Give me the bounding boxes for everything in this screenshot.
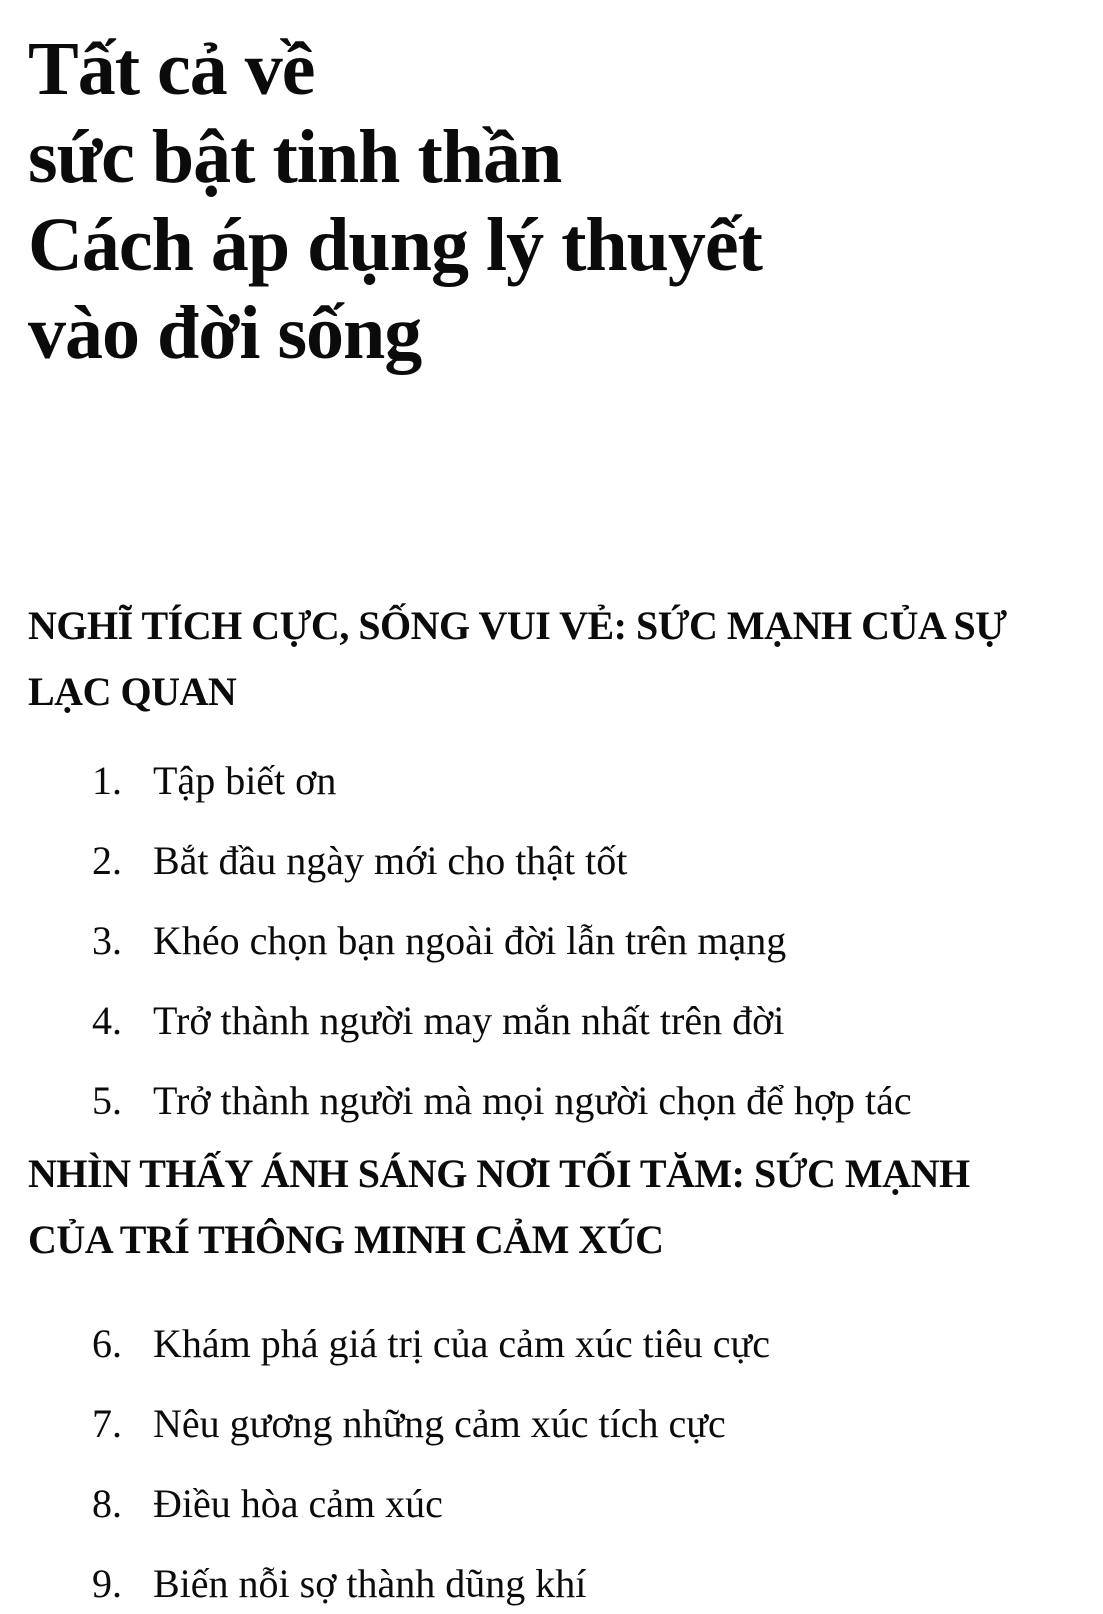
section-heading-line: NHÌN THẤY ÁNH SÁNG NƠI TỐI TĂM: SỨC MẠNH	[28, 1151, 970, 1196]
toc-item-3[interactable]	[92, 901, 1103, 981]
section-heading-optimism[interactable]	[28, 593, 1078, 725]
section-heading-line: LẠC QUAN	[28, 669, 237, 714]
section-heading-line: NGHĨ TÍCH CỰC, SỐNG VUI VẺ: SỨC MẠNH CỦA SỰ	[28, 603, 1007, 648]
toc-list-section-2	[0, 1304, 1103, 1614]
toc-item-8[interactable]	[92, 1464, 1103, 1544]
toc-item-number: 4.	[92, 998, 122, 1043]
book-subtitle-line: Cách áp dụng lý thuyết	[28, 203, 762, 287]
toc-item-title: Tập biết ơn	[153, 758, 337, 803]
toc-item-number: 2.	[92, 838, 122, 883]
toc-item-9[interactable]	[92, 1544, 1103, 1614]
toc-item-5[interactable]	[92, 1061, 1103, 1141]
toc-item-title: Khám phá giá trị của cảm xúc tiêu cực	[153, 1321, 770, 1366]
toc-item-title: Nêu gương những cảm xúc tích cực	[153, 1401, 726, 1446]
toc-item-7[interactable]	[92, 1384, 1103, 1464]
toc-list-section-1	[0, 741, 1103, 1141]
toc-item-number: 6.	[92, 1321, 122, 1366]
toc-item-6[interactable]	[92, 1304, 1103, 1384]
toc-item-title: Điều hòa cảm xúc	[153, 1481, 443, 1526]
toc-item-number: 3.	[92, 918, 122, 963]
toc-item-1[interactable]	[92, 741, 1103, 821]
section-heading-emotional-intelligence[interactable]	[28, 1141, 1078, 1273]
book-title	[28, 25, 1075, 377]
toc-item-2[interactable]	[92, 821, 1103, 901]
toc-item-title: Khéo chọn bạn ngoài đời lẫn trên mạng	[153, 918, 787, 963]
toc-item-title: Bắt đầu ngày mới cho thật tốt	[153, 838, 628, 883]
toc-item-title: Biến nỗi sợ thành dũng khí	[153, 1561, 587, 1606]
toc-item-number: 7.	[92, 1401, 122, 1446]
toc-item-number: 8.	[92, 1481, 122, 1526]
toc-item-number: 5.	[92, 1078, 122, 1123]
book-title-line: Tất cả về	[28, 27, 315, 111]
book-subtitle-line: vào đời sống	[28, 291, 422, 375]
section-heading-line: CỦA TRÍ THÔNG MINH CẢM XÚC	[28, 1217, 664, 1262]
toc-item-number: 9.	[92, 1561, 122, 1606]
book-title-line: sức bật tinh thần	[28, 115, 562, 199]
toc-item-title: Trở thành người mà mọi người chọn để hợp tác	[153, 1078, 912, 1123]
toc-item-number: 1.	[92, 758, 122, 803]
toc-item-4[interactable]	[92, 981, 1103, 1061]
toc-item-title: Trở thành người may mắn nhất trên đời	[153, 998, 785, 1043]
